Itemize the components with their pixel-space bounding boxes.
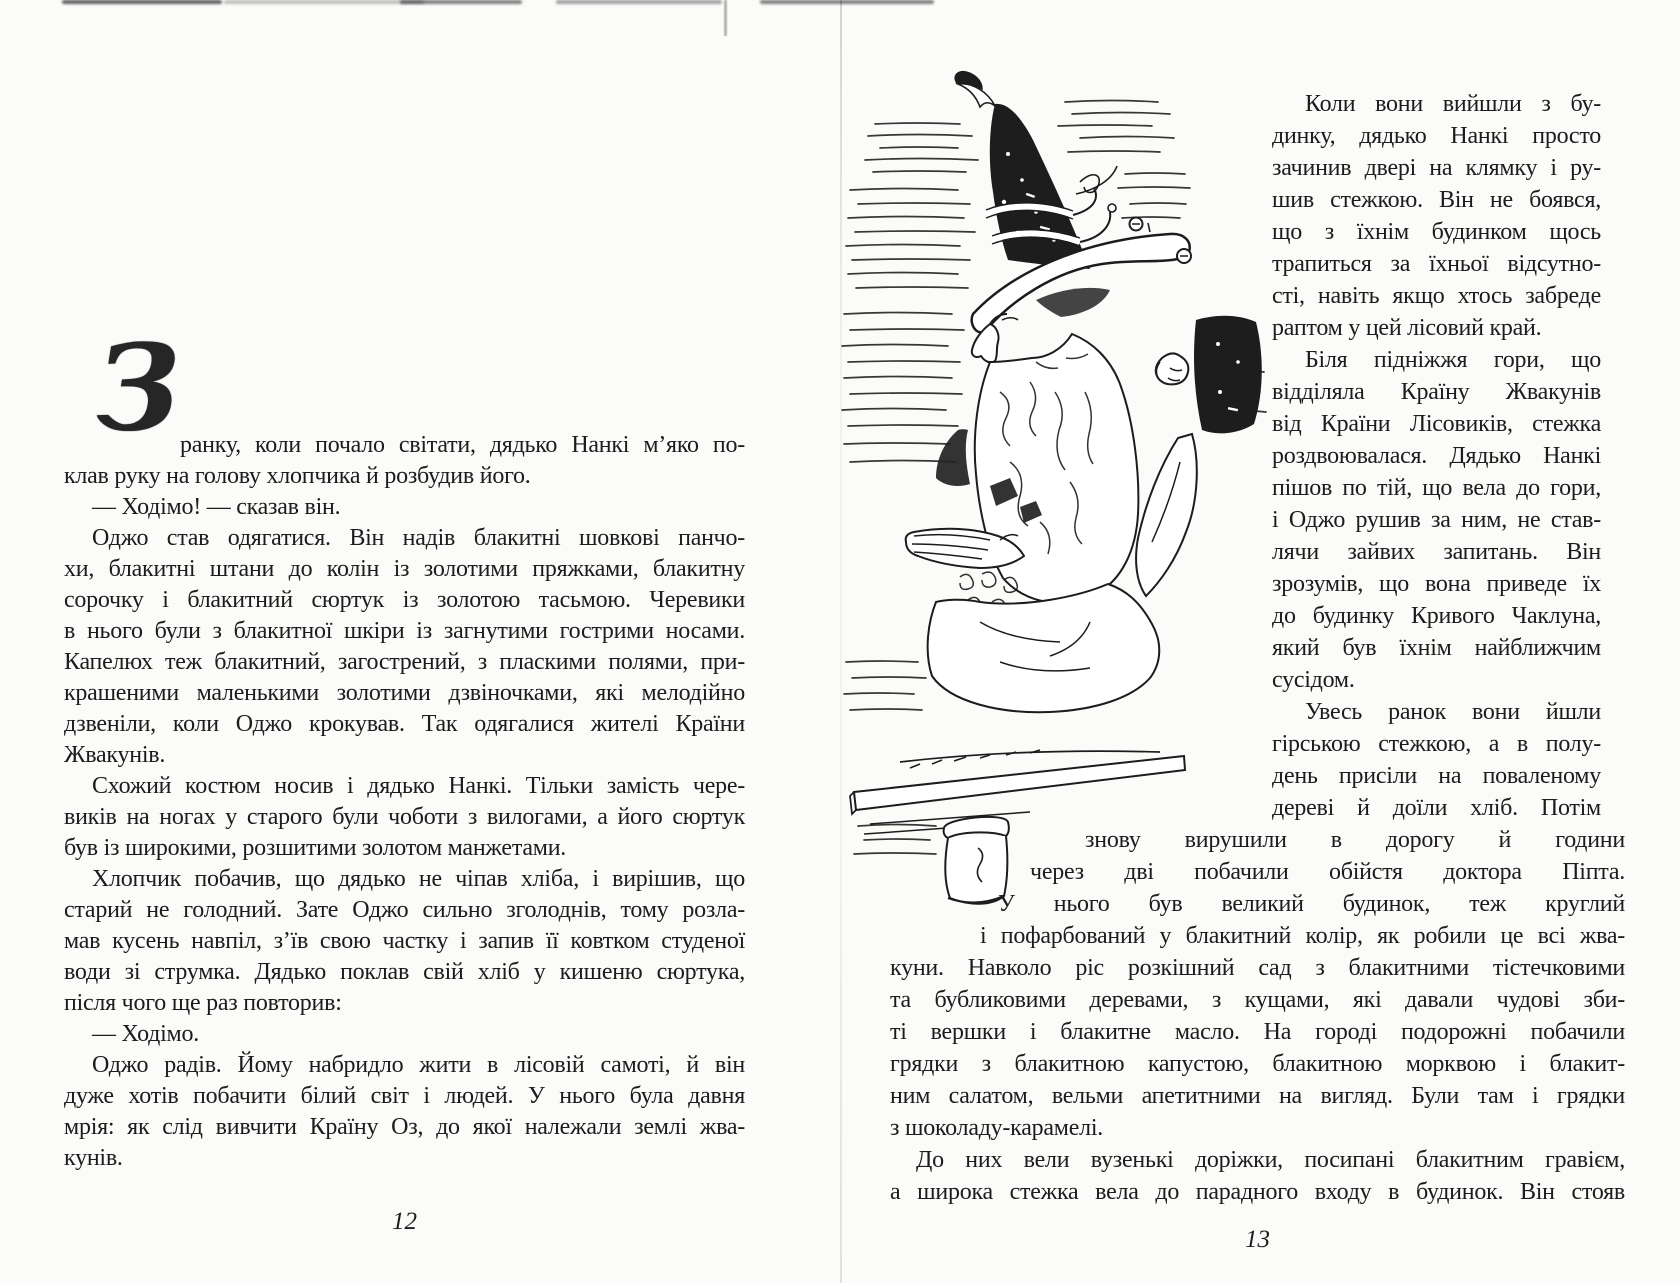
text-line: води зі струмка. Дядько поклав свій хліб у кишеню сюртука, (64, 959, 745, 985)
text-line: з шоколаду-карамелі. (890, 1115, 1104, 1141)
text-line: Увесь ранок вони йшли (1305, 699, 1601, 725)
text-line: трапиться за їхньої відсутно- (1272, 251, 1601, 277)
text-line: — Ходімо. (92, 1021, 199, 1047)
page-number-left: 12 (392, 1208, 417, 1235)
text-line: Коли вони вийшли з бу- (1305, 91, 1601, 117)
text-line: день присіли на поваленому (1272, 763, 1601, 789)
text-line: зрозумів, що вона приведе їх (1272, 571, 1601, 597)
drop-cap-letter: З (93, 316, 184, 459)
text-line: пішов по тій, що вела до гори, (1272, 475, 1601, 501)
right-page (840, 0, 1680, 1283)
text-line: був із широкими, розшитими золотом манжетами. (64, 835, 567, 861)
text-line: виків на ногах у старого були чоботи з вилогами, а його сюртук (64, 804, 745, 830)
text-line: до будинку Кривого Чаклуна, (1272, 603, 1601, 629)
text-line: Капелюх теж блакитний, загострений, з пласкими полями, при- (64, 649, 745, 675)
text-line: Біля підніжжя гори, що (1305, 347, 1601, 373)
text-line: Хлопчик побачив, що дядько не чіпав хліба, і вирішив, що (92, 866, 745, 892)
text-line: клав руку на голову хлопчика й розбудив його. (64, 463, 531, 489)
right-page-text (890, 88, 1625, 1208)
text-line: шив стежкою. Він не боявся, (1272, 187, 1601, 213)
text-line: До них вели вузенькі доріжки, посипані блакитним гравієм, (916, 1147, 1625, 1173)
text-line: Схожий костюм носив і дядько Нанкі. Тільки замість чере- (92, 773, 745, 799)
text-line: лячи зайвих запитань. Він (1272, 539, 1601, 565)
text-line: через дві побачили обійстя доктора Піпта. (1030, 859, 1625, 885)
text-line: зачинив двері на клямку і ру- (1272, 155, 1601, 181)
text-line: сті, навіть якщо хтось забреде (1272, 283, 1601, 309)
text-line: раптом у цей лісовий край. (1272, 315, 1542, 341)
text-line: який був їхнім найближчим (1272, 635, 1601, 661)
left-page-text (64, 430, 745, 1174)
page-number-right: 13 (1245, 1226, 1270, 1253)
text-line: куни. Навколо ріс розкішний сад з блакитними тістечковими (890, 955, 1625, 981)
text-line: мав кусень навпіл, з’їв свою частку і запив її ковтком студеної (64, 928, 745, 954)
text-line: У нього був великий будинок, теж круглий (998, 891, 1625, 917)
text-line: а широка стежка вела до парадного входу в будинок. Він стояв (890, 1179, 1625, 1205)
text-line: від Країни Лісовиків, стежка (1272, 411, 1601, 437)
text-line: грядки з блакитною капустою, блакитною морквою і блакит- (890, 1051, 1625, 1077)
text-line: роздвоювалася. Дядько Нанкі (1272, 443, 1601, 469)
text-line: сорочку і блакитний сюртук із золотою тасьмою. Черевики (64, 587, 745, 613)
text-line: дуже хотів побачити білий світ і людей. У нього була давня (64, 1083, 745, 1109)
text-line: ті вершки і блакитне масло. На городі подорожні побачили (890, 1019, 1625, 1045)
text-line: Жвакунів. (64, 742, 166, 768)
text-line: в нього були з блакитної шкіри із загнутими гострими носами. (64, 618, 745, 644)
text-line: Оджо радів. Йому набридло жити в лісовій самоті, й він (92, 1052, 745, 1078)
text-line: дзвеніли, коли Оджо крокував. Так одягалися жителі Країни (64, 711, 745, 737)
text-line: після чого ще раз повторив: (64, 990, 342, 1016)
text-line: мрія: як слід вивчити Країну Оз, до якої належали землі жва- (64, 1114, 745, 1140)
text-line: ним салатом, вельми апетитними на вигляд. Були там і грядки (890, 1083, 1625, 1109)
text-line: динку, дядько Нанкі просто (1272, 123, 1601, 149)
text-line: дереві й доїли хліб. Потім (1272, 795, 1601, 821)
text-line: та бубликовими деревами, з кущами, які давали чудові зби- (890, 987, 1625, 1013)
text-line: і Оджо рушив за ним, не став- (1272, 507, 1601, 533)
text-line: знову вирушили в дорогу й години (1085, 827, 1625, 853)
text-line: кунів. (64, 1145, 123, 1171)
text-line: Оджо став одягатися. Він надів блакитні шовкові панчо- (92, 525, 745, 551)
text-line: і пофарбований у блакитний колір, як робили це всі жва- (980, 923, 1625, 949)
text-line: крашеними маленькими золотими дзвіночками, які мелодійно (64, 680, 745, 706)
text-line: — Ходімо! — сказав він. (92, 494, 341, 520)
text-line: відділяла Країну Жвакунів (1272, 379, 1601, 405)
text-line: гірською стежкою, а в полу- (1272, 731, 1601, 757)
text-line: що з їхнім будинком щось (1272, 219, 1601, 245)
text-line: ранку, коли почало світати, дядько Нанкі м’яко по- (180, 432, 745, 458)
text-line: хи, блакитні штани до колін із золотими пряжками, блакитну (64, 556, 745, 582)
text-line: сусідом. (1272, 667, 1355, 693)
text-line: старий не голодний. Зате Оджо сильно зголоднів, тому розла- (64, 897, 745, 923)
